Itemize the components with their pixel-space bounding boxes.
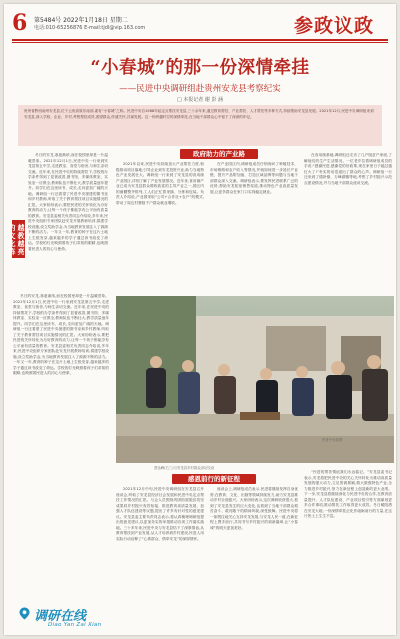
newspaper-page [4, 4, 396, 635]
article-column-6 [210, 487, 298, 633]
page-number: 6 [12, 10, 28, 36]
column-4-text: 在食用菌基地,调研组还走访了几户脱贫户家庭,了解他们的生产生活情况。一位老乡拉着调研组成员的手说:“感谢民进,感谢党的好政策,现在家里日子越过越红火了!”朴实的话语道出了群众的心声。调研组一行还来到了德卧镇、万峰湖镇等地,考察了乡村振兴示范点建设情况,并与当地干部群众座谈交流。 [304, 153, 392, 185]
column-1-text: 冬日的安龙,寒意渐浓,而在校园里却是一片温暖景象。2021年12月1日,民进中央一行来到安龙县第五中学,走进教室、食堂与宿舍,与师生亲切交流。近年来,在民进中央的持续帮扶下,学校的办学条件得到了显著改善,图书馆、多媒体教室、实验室一应俱全,教师队伍不断壮大,教学质量逐年提升。同学们在这里读书、成长,走向更加广阔的天地。调研组一行还看望了民进中央援建的图书室和乡村教师,听取了关于教育帮扶项目实施情况的汇报。大家纷纷表示,要把民进的关怀转化为办好教育的动力,让每一个孩子都能享有公平而有质量的教育。安龙县委相关负责同志介绍说,多年来,民进中央组织专家团队赴安龙开展教师培训,捐建学校设施,设立奖助学金,为当地教育发展注入了源源不断的活力。一年又一年,教育的种子在这片土地上生根发芽,越来越多的学子通过读书改变了命运。学校的灯光映照着孩子们求知的眼睛,也映照着民进人的初心与使命。 [28, 153, 108, 251]
issue-info: 第5484号 2022年1月18日 星期二 [34, 17, 128, 24]
article-column-1 [28, 153, 108, 291]
section-heading-1: 政府助力的产业路 [180, 149, 258, 159]
watermark-logo [14, 605, 164, 635]
column-1b-text: 冬日的安龙,寒意渐浓,而在校园里却是一片温暖景象。2021年12月1日,民进中央一行来到安龙县第五中学,走进教室、食堂与宿舍,与师生亲切交流。近年来,在民进中央的持续帮扶下,学校的办学条件得到了显著改善,图书馆、多媒体教室、实验室一应俱全,教师队伍不断壮大,教学质量逐年提升。同学们在这里读书、成长,走向更加广阔的天地。调研组一行还看望了民进中央援建的图书室和乡村教师,听取了关于教育帮扶项目实施情况的汇报。大家纷纷表示,要把民进的关怀转化为办好教育的动力,让每一个孩子都能享有公平而有质量的教育。安龙县委相关负责同志介绍说,多年来,民进中央组织专家团队赴安龙开展教师培训,捐建学校设施,设立奖助学金,为当地教育发展注入了源源不断的活力。一年又一年,教育的种子在这片土地上生根发芽,越来越多的学子通过读书改变了命运。学校的灯光映照着孩子们求知的眼睛,也映照着民进人的初心与使命。 [13, 294, 109, 375]
section-heading-2: 感恩前行的新征程 [172, 474, 256, 484]
side-label: 越教越亮的文化阵 [12, 220, 25, 258]
contact-info: 电话:010-65256876 E-mail:tjdl@vip.163.com [34, 25, 146, 31]
header-rule-thin [12, 42, 388, 43]
location-pin-icon [18, 607, 31, 620]
column-name: 参政议政 [293, 15, 374, 37]
header-rule [12, 39, 388, 41]
article-column-7 [304, 470, 392, 633]
article-column-3 [210, 162, 298, 292]
photo-credit: 民进中央供图 [322, 438, 343, 442]
article-column-1b [13, 294, 109, 594]
article-column-2 [116, 162, 204, 292]
news-photo [116, 296, 394, 463]
lead-box [18, 105, 382, 146]
meeting-photo-illustration [116, 296, 394, 463]
column-6-text: 座谈会上,调研组成员表示,民进将继续发挥自身优势,在教育、文化、出版等领域持续发力,助力安龙县推动乡村全面振兴。大家纷纷表示,这次调研收获很大,看到了安龙县发生的巨大变化,也看到了当地干部群众艰苦奋斗、敢闯敢干的精神风貌,深受鼓舞。民进中央将一如既往地关心支持安龙发展,与安龙人民一道,在新征程上携手前行,共同书写乡村振兴的崭新篇章,让“小春城”的明天更加美好。 [210, 487, 298, 530]
column-7-text: “民进的帮扶情谊我们永远铭记。”安龙县委书记表示,安龙将把民进中央的关心关怀转化为推动高质量发展的强大动力,立足资源禀赋,做大做强特色产业,全力推进乡村振兴,努力在新征程上创造新的更大业绩。下一步,安龙县将继续深化与民进中央的合作,在教育质量提升、人才队伍建设、产业项目招引等方面谋划更多合作事项,推动帮扶工作取得更大成效。冬日暖阳洒在安龙大地,一份深情牵挂正化作砥砺前行的力量,在这片热土上生生不息。 [304, 470, 392, 518]
logo-text: 调研在线 [34, 609, 87, 624]
column-3-text: 在产业园区内,调研组成员仔细询问了种植技术、市场销路和农户收入等情况,并就如何进一步延长产业链、提升产品附加值、打造区域品牌等问题与当地干部群众深入交流。调研组表示,要发挥民进联系广泛的优势,帮助安龙拓宽销售渠道,推动特色产业高质量发展,让更多群众在家门口实现稳定就业。 [210, 162, 298, 194]
column-2-text: 2021年以来,民进中央持续加大产业帮扶力度,积极推动项目落地,引导企业到安龙投资兴业,助力当地特色产业发展壮大。调研组一行来到了安龙县的食用菌产业园区,详细了解了产业发展情况。近年来,食用菌产业已成为安龙县群众增收致富的主导产业之一,园区内的菌棚整齐排列,工人们正忙着采摘、分拣和包装。负责人介绍说,产业园采取“公司+合作社+农户”的模式,带动了周边村寨数千户群众就业增收。 [116, 162, 204, 205]
article-column-4 [304, 153, 392, 292]
headline: “小春城”的那一份深情牵挂 [90, 58, 310, 78]
logo-pinyin: Diao Yan Zai Xian [48, 622, 102, 628]
photo-caption: 蔡达峰(右三)与安龙县乡村群众亲切交谈 [154, 466, 215, 470]
byline: □ 本报记者 谢 彭 涵 [176, 97, 224, 103]
page-header [12, 12, 388, 38]
lead-text: 贵州省黔西南州安龙县,位于云贵高原东南部,素有“小春城”之称。民进中央自1988年起定点帮扶安龙县,三十余年来,通过教育帮扶、产业帮扶、人才帮扶等多种方式,持续帮助安龙县发展。2021年12月,民进中央调研组来到安龙县,深入学校、企业、乡村,考察帮扶成效,看望群众,传递关怀,共谋发展。这一份跨越时空的深情牵挂,在当地干部群众心中留下了深深的印记。 [24, 109, 374, 119]
subtitle: ——民进中央调研组赴贵州安龙县考察纪实 [119, 84, 281, 94]
column-5-text: 2021年12月中旬,民进中央调研组在安龙县召开座谈会,听取了安龙县经济社会发展和民进中央定点帮扶工作情况的汇报。与会人员围绕巩固拓展脱贫攻坚成果同乡村振兴有效衔接、推进教育高质量发展、加强人才队伍建设等议题,提出了许多有针对性的意见建议。安龙县委主要负责同志表示,将认真梳理调研组提出的意见建议,以更加务实的举措推动各项工作落实落地。三十多年来,民进中央与安龙县结下了深厚情谊,从教育帮扶到产业发展,从人才培养到乡村建设,民进人用实际行动诠释了“心系群众、情牵安龙”的深厚情怀。 [116, 487, 204, 541]
